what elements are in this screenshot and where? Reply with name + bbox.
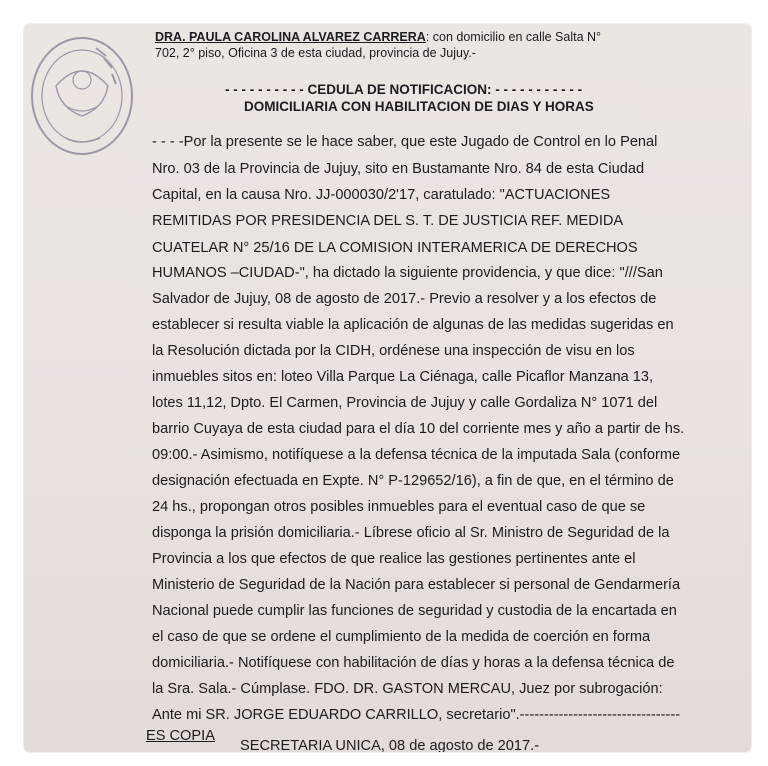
body-line-13: 09:00.- Asimismo, notifíquese a la defensa técnica de la imputada Sala (conforme [152,447,681,463]
body-line-18: Ministerio de Seguridad de la Nación para establecer si personal de Gendarmería [152,577,681,593]
doc-title-1: - - - - - - - - - - CEDULA DE NOTIFICACION: - - - - - - - - - - - [225,82,583,97]
body-line-9: la Resolución dictada por la CIDH, ordénese una inspección de visu en los [152,343,635,359]
official-seal-icon [26,28,138,158]
es-copia-label: ES COPIA [146,728,215,744]
body-line-3: Capital, en la causa Nro. JJ-000030/2'17, caratulado: "ACTUACIONES [152,187,611,203]
footer-line: SECRETARIA UNICA, 08 de agosto de 2017.- [240,738,540,752]
body-line-1: - - - -Por la presente se le hace saber, que este Jugado de Control en lo Penal [152,134,658,150]
body-line-6: HUMANOS –CIUDAD-", ha dictado la siguiente providencia, y que dice: "///San [152,265,663,281]
doc-title-2: DOMICILIARIA CON HABILITACION DE DIAS Y HORAS [244,99,594,114]
translate-bar[interactable] [0,0,768,10]
body-line-2: Nro. 03 de la Provincia de Jujuy, sito en Bustamante Nro. 84 de esta Ciudad [152,161,645,177]
body-line-10: inmuebles sitos en: loteo Villa Parque La Ciénaga, calle Picaflor Manzana 13, [152,369,654,385]
body-line-8: establecer si resulta viable la aplicación de algunas de las medidas sugeridas en [152,317,674,333]
document-photo[interactable] [24,24,751,752]
body-line-17: Provincia a los que efectos de que realice las gestiones pertinentes ante el [152,551,636,567]
body-line-15: 24 hs., propongan otros posibles inmuebles para el eventual caso de que se [152,499,646,515]
body-line-4: REMITIDAS POR PRESIDENCIA DEL S. T. DE JUSTICIA REF. MEDIDA [152,213,624,229]
body-line-12: barrio Cuyaya de esta ciudad para el día 10 del corriente mes y año a partir de hs. [152,421,685,437]
addressee-name: DRA. PAULA CAROLINA ALVAREZ CARRERA [155,30,426,44]
addressee-line2: 702, 2° piso, Oficina 3 de esta ciudad, provincia de Jujuy.- [155,46,476,60]
body-line-22: la Sra. Sala.- Cúmplase. FDO. DR. GASTON MERCAU, Juez por subrogación: [152,681,663,697]
body-line-19: Nacional puede cumplir las funciones de seguridad y custodia de la encartada en [152,603,677,619]
addressee-rest: : con domicilio en calle Salta N° [425,30,602,44]
body-line-7: Salvador de Jujuy, 08 de agosto de 2017.- Previo a resolver y a los efectos de [152,291,657,307]
body-line-11: lotes 11,12, Dpto. El Carmen, Provincia de Jujuy y calle Gordaliza N° 1071 del [152,395,658,411]
body-line-14: designación efectuada en Expte. N° P-129652/16), a fin de que, en el término de [152,473,674,489]
body-line-23: Ante mi SR. JORGE EDUARDO CARRILLO, secretario".--------------------------------- [152,707,681,723]
body-line-16: disponga la prisión domiciliaria.- Líbrese oficio al Sr. Ministro de Seguridad de la [152,525,670,541]
body-line-20: el caso de que se ordene el cumplimiento de la medida de coerción en forma [152,629,651,645]
body-line-5: CUATELAR N° 25/16 DE LA COMISION INTERAMERICA DE DERECHOS [152,240,638,256]
body-line-21: domiciliaria.- Notifíquese con habilitación de días y horas a la defensa técnica de [152,655,675,671]
